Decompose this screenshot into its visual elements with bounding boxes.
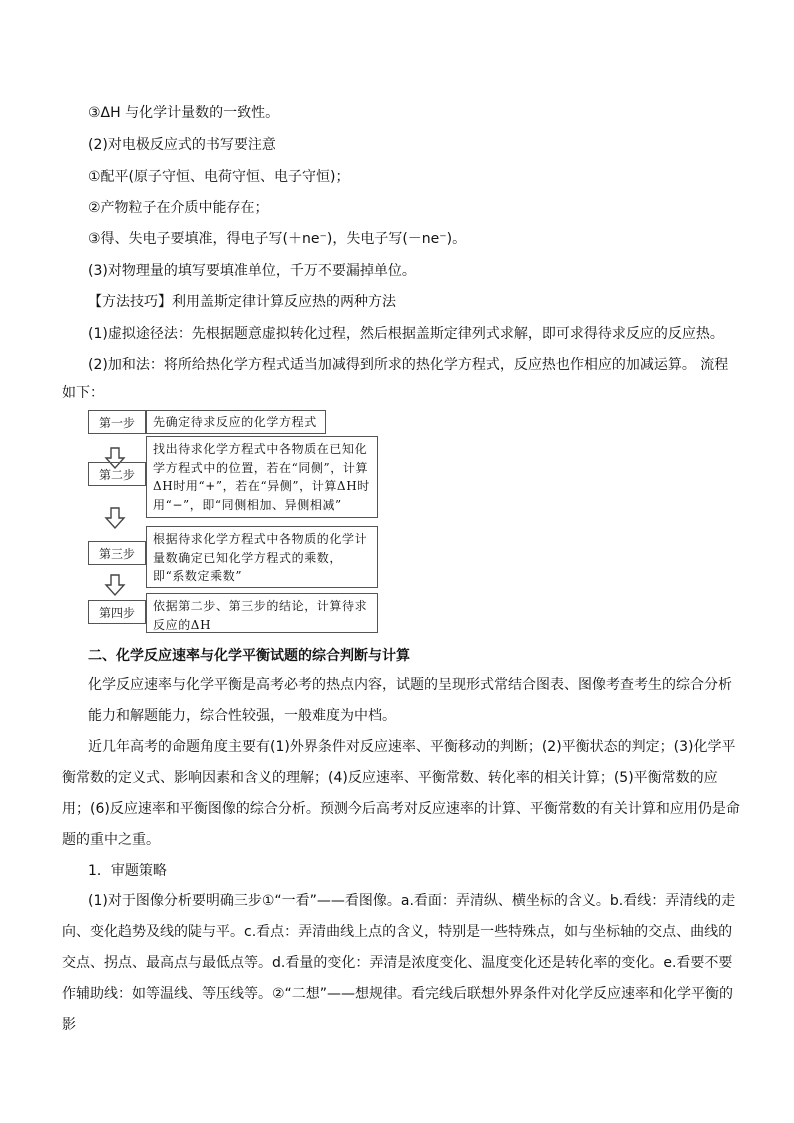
text-line: ①配平(原子守恒、电荷守恒、电子守恒)； [88,169,350,185]
text-line: ③得、失电子要填准，得电子写(＋ne⁻)，失电子写(－ne⁻)。 [88,231,467,247]
section-heading: 二、化学反应速率与化学平衡试题的综合判断与计算 [88,648,410,664]
text-line: (1)虚拟途径法：先根据题意虚拟转化过程，然后根据盖斯定律列式求解，即可求得待求反应的反应热。 [88,326,724,342]
flow-step-2-label: 第二步 [88,462,146,486]
text-line: 如下： [62,385,104,401]
flow-step-2-text: 找出待求化学方程式中各物质在已知化学方程式中的位置，若在“同侧”，计算ΔH时用“+”，若在“异侧”，计算ΔH时用“−”，即“同侧相加、异侧相减” [146,436,378,518]
paragraph: 近几年高考的命题角度主要有(1)外界条件对反应速率、平衡移动的判断；(2)平衡状态的判定；(3)化学平衡常数的定义式、影响因素和含义的理解；(4)反应速率、平衡常数、转化率的相关计算；(5)平衡常数的应用；(6)反应速率和平衡图像的综合分析。预测今后高考对反应速率的计算、平衡常数的有关计算和应用仍是命题的重中之重。 [62,739,740,848]
subheading: 1．审题策略 [88,863,167,879]
flow-step-4-text: 依据第二步、第三步的结论，计算待求反应的ΔH [146,593,378,633]
flow-step-1-text: 先确定待求反应的化学方程式 [146,410,326,434]
method-tip-heading: 【方法技巧】利用盖斯定律计算反应热的两种方法 [88,294,396,310]
text-line: ③ΔH 与化学计量数的一致性。 [88,105,280,121]
paragraph: (1)对于图像分析要明确三步①“一看”——看图像。a.看面：弄清纵、横坐标的含义。b.看线：弄清线的走向、变化趋势及线的陡与平。c.看点：弄清曲线上点的含义，特别是一些特殊点，如与坐标轴的交点、曲线的交点、拐点、最高点与最低点等。d.看量的变化：弄清是浓度变化、温度变化还是转化率的变化。e.看要不要作辅助线：如等温线、等压线等。②“二想”——想规律。看完线后联想外界条件对化学反应速率和化学平衡的影 [62,893,736,1033]
flow-step-3-label: 第三步 [88,541,146,565]
flow-step-3-text: 根据待求化学方程式中各物质的化学计量数确定已知化学方程式的乘数，即“系数定乘数” [146,526,378,588]
paragraph: 化学反应速率与化学平衡是高考必考的热点内容，试题的呈现形式常结合图表、图像考查考生的综合分析能力和解题能力，综合性较强，一般难度为中档。 [88,677,732,724]
flow-step-4-label: 第四步 [88,600,146,624]
down-arrow-icon [103,506,127,530]
flow-step-1-label: 第一步 [88,410,146,434]
down-arrow-icon [103,573,127,597]
text-line: (3)对物理量的填写要填准单位，千万不要漏掉单位。 [88,263,416,279]
text-line: (2)对电极反应式的书写要注意 [88,137,276,153]
text-line: (2)加和法：将所给热化学方程式适当加减得到所求的热化学方程式，反应热也作相应的加减运算。 流程 [88,357,729,373]
text-line: ②产物粒子在介质中能存在； [88,200,269,216]
